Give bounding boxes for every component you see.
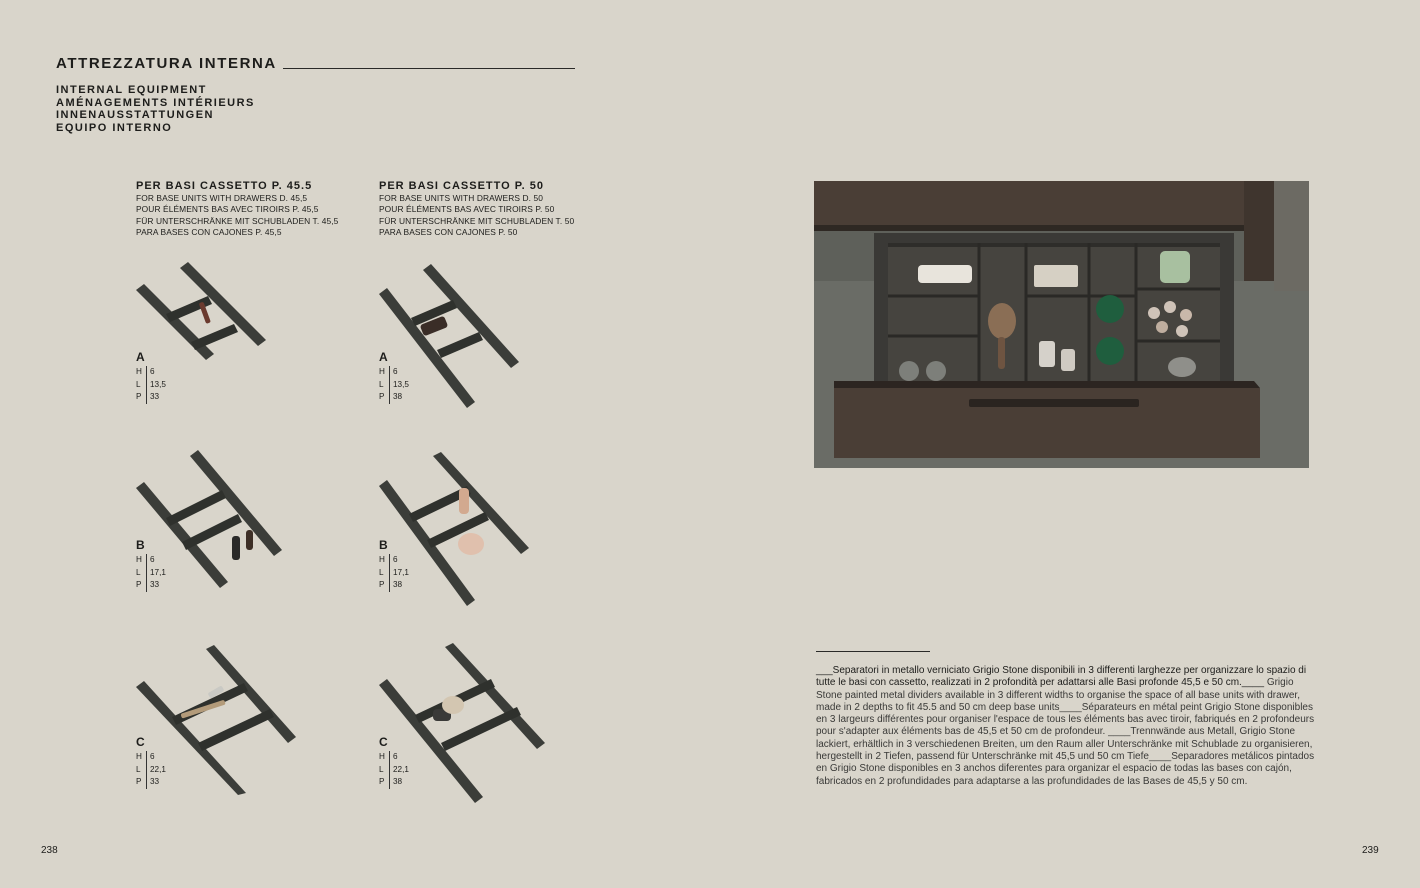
subtitle-es: EQUIPO INTERNO: [56, 122, 173, 135]
dim-l-key: L: [136, 764, 141, 774]
column-line: PARA BASES CON CAJONES P. 45,5: [136, 227, 282, 238]
page-header: [56, 55, 575, 135]
divider-item-a-50: [379, 262, 554, 422]
title-rule: [283, 68, 575, 69]
dim-p-key: P: [136, 777, 142, 786]
dim-l-key: L: [136, 567, 141, 577]
dim-l-key: L: [379, 764, 384, 774]
dim-h-key: H: [379, 752, 385, 761]
column-line: FOR BASE UNITS WITH DRAWERS D. 45,5: [136, 193, 308, 203]
dim-p-value: 38: [389, 391, 402, 404]
description-translations: Grigio Stone painted metal dividers available in 3 different widths to organise the space of all base units with drawer, made in 2 depths to fit 45.5 and 50 cm deep base units____Séparateurs en métal peint Grigio Stone disponibles en 3 largeurs différentes pour organiser l'espace de tous les éléments bas avec tiroir, fabriqués en 2 profondeurs pour s'adapter aux éléments bas de 45,5 et 50 cm de profondeur. ____Trennwände aus Metall, Grigio Stone lackiert, erhältlich in 3 verschiedenen Breiten, um den Raum aller Unterschränke mit Schublade zu organisieren, hergestellt in 2 Tiefen, passend für Unterschränke mit 45,5 und 50 cm Tiefe____Separadores metálicos pintados en Grigio Stone disponibles en 3 anchos diferentes para organizar el espacio de todas las bases con cajón, fabricados en 2 profundidades para adaptarse a las profundidades de las Bases de 45,5 y 50 cm.: [816, 677, 1315, 787]
divider-a-illustration: [136, 262, 311, 372]
column-line: FÜR UNTERSCHRÄNKE MIT SCHUBLADEN T. 50: [379, 215, 575, 226]
dim-h-value: 6: [389, 751, 398, 764]
dim-h-value: 6: [146, 366, 155, 379]
dim-p-value: 38: [389, 579, 402, 592]
dim-h-key: H: [136, 752, 142, 761]
dim-l-key: L: [379, 379, 384, 389]
column-depth-50: [379, 180, 609, 239]
item-letter: B: [379, 538, 388, 552]
column-line: POUR ÉLÉMENTS BAS AVEC TIROIRS P. 50: [379, 204, 555, 215]
item-letter: A: [136, 350, 145, 364]
section-subtitles: [56, 84, 575, 135]
dim-h-value: 6: [146, 751, 155, 764]
item-dimensions: [379, 366, 409, 404]
item-letter: C: [379, 735, 388, 749]
dim-p-value: 33: [146, 776, 159, 789]
item-dimensions: [379, 554, 409, 592]
dim-l-value: 17,1: [146, 567, 166, 580]
column-depth-45: [136, 180, 366, 239]
dim-h-key: H: [379, 367, 385, 376]
dim-l-value: 22,1: [389, 764, 409, 777]
divider-item-b-45: [136, 450, 311, 610]
dim-h-value: 6: [146, 554, 155, 567]
dim-l-value: 17,1: [389, 567, 409, 580]
section-title: ATTREZZATURA INTERNA: [56, 55, 277, 72]
item-letter: B: [136, 538, 145, 552]
text-rule: [816, 651, 930, 652]
dim-h-key: H: [379, 555, 385, 564]
description-text: [816, 665, 1316, 788]
drawer-photo-image: [814, 181, 1309, 468]
column-line: FÜR UNTERSCHRÄNKE MIT SCHUBLADEN T. 45,5: [136, 215, 339, 226]
item-dimensions: [136, 366, 166, 404]
dim-p-key: P: [379, 580, 385, 589]
dim-l-key: L: [379, 567, 384, 577]
column-line: FOR BASE UNITS WITH DRAWERS D. 50: [379, 193, 543, 203]
dim-l-key: L: [136, 379, 141, 389]
column-line: PARA BASES CON CAJONES P. 50: [379, 227, 518, 238]
dim-p-key: P: [136, 392, 142, 401]
divider-item-a-45: [136, 262, 311, 422]
column-subheadings: [136, 193, 366, 239]
dim-h-value: 6: [389, 554, 398, 567]
subtitle-de: INNENAUSSTATTUNGEN: [56, 109, 214, 122]
drawer-photo: [814, 181, 1309, 468]
divider-item-b-50: [379, 452, 554, 612]
item-letter: C: [136, 735, 145, 749]
page-number-left: 238: [41, 845, 58, 856]
dim-h-key: H: [136, 367, 142, 376]
dim-l-value: 22,1: [146, 764, 166, 777]
dim-p-key: P: [136, 580, 142, 589]
subtitle-fr: AMÉNAGEMENTS INTÉRIEURS: [56, 96, 255, 109]
column-heading: PER BASI CASSETTO P. 45.5: [136, 180, 313, 192]
dim-p-value: 33: [146, 391, 159, 404]
column-heading: PER BASI CASSETTO P. 50: [379, 180, 545, 192]
page-number-right: 239: [1362, 845, 1379, 856]
description-italian: ___Separatori in metallo verniciato Grigio Stone disponibili in 3 differenti larghezze per organizzare lo spazio di tutte le basi con cassetto, realizzati in 2 profondità per adattarsi alle Basi profonde 45,5 e 50 cm.____: [816, 665, 1307, 689]
item-dimensions: [379, 751, 409, 789]
dim-h-key: H: [136, 555, 142, 564]
dim-p-value: 38: [389, 776, 402, 789]
dim-p-value: 33: [146, 579, 159, 592]
dim-h-value: 6: [389, 366, 398, 379]
divider-item-c-45: [136, 645, 311, 805]
dim-l-value: 13,5: [146, 379, 166, 392]
subtitle-en: INTERNAL EQUIPMENT: [56, 84, 207, 96]
item-dimensions: [136, 751, 166, 789]
item-dimensions: [136, 554, 166, 592]
dim-l-value: 13,5: [389, 379, 409, 392]
dim-p-key: P: [379, 777, 385, 786]
item-letter: A: [379, 350, 388, 364]
column-subheadings: [379, 193, 609, 239]
column-line: POUR ÉLÉMENTS BAS AVEC TIROIRS P. 45,5: [136, 204, 319, 215]
dim-p-key: P: [379, 392, 385, 401]
divider-item-c-50: [379, 643, 554, 803]
